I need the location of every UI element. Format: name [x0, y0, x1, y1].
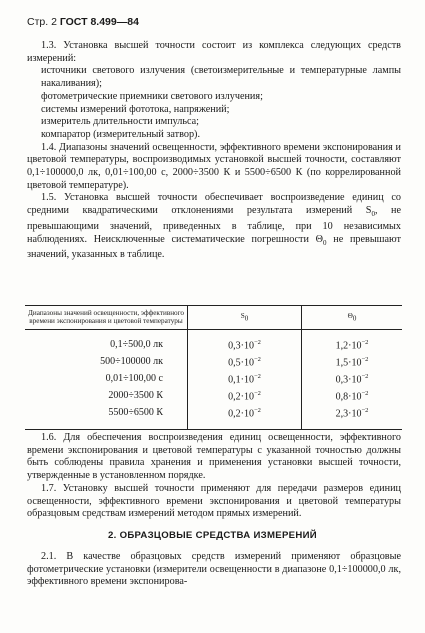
paragraph-1-3-intro: 1.3. Установка высшей точности состоит из комплекса следующих средств измерений: — [27, 40, 401, 64]
page-header — [27, 16, 139, 28]
section-1-3 — [27, 40, 401, 262]
list-item: компаратор (измерительный затвор). — [41, 128, 200, 140]
list-item: источники светового излучения (светоизмерительные и температурные лампы накаливания); — [41, 65, 401, 90]
list-item: измеритель длительности импульса; — [41, 116, 200, 128]
paragraph-1-5: 1.5. Установка высшей точности обеспечивает воспроизведение единиц со средними квадратическими отклонениями результата измерений $S_0$, не превышающими значений, приведенных в таблице, при 10 независимых наблюдениях. Неисключенные систематические погрешности $\Theta_0$ не превышают значений, указанных в таблице. — [27, 192, 402, 261]
accuracy-table — [25, 305, 402, 430]
column-header-s0: $S_0$ — [188, 306, 302, 330]
section-heading: 2. ОБРАЗЦОВЫЕ СРЕДСТВА ИЗМЕРЕНИЙ — [108, 530, 317, 541]
column-header-theta0: $\Theta_0$ — [302, 306, 403, 330]
list-item: системы измерений фототока, напряжений; — [41, 103, 230, 115]
table-row: 0,01÷100,00 с $0,1\cdot 10^{-2}$ $0,3\cdot 10^{-2}$ — [25, 370, 402, 387]
table-header-row — [25, 306, 402, 330]
section-2-1 — [27, 551, 401, 589]
paragraph-1-4: 1.4. Диапазоны значений освещенности, эффективного времени экспонирования и цветовой температуры, воспроизводимых установкой высшей точности, составляют 0,1÷100000,0 лк, 0,01÷100,00 с, 2000÷3500 К и 5500÷6500 К (по коррелированной цветовой температуре). — [27, 141, 401, 191]
paragraph-1-7: 1.7. Установку высшей точности применяют для передачи размеров единиц освещенности, эффективного времени экспонирования и цветовой температуры образцовым средствам измерений методом прямых измерений. — [27, 482, 401, 520]
paragraph-1-6: 1.6. Для обеспечения воспроизведения единиц освещенности, эффективного времени экспонирования и цветовой температуры с указанной точностью должны быть соблюдены правила хранения и применения установки высшей точности, утвержденные в установленном порядке. — [27, 432, 401, 482]
table-row: 500÷100000 лк $0,5\cdot 10^{-2}$ $1,5\cdot 10^{-2}$ — [25, 353, 402, 370]
equipment-list — [27, 65, 401, 141]
table-row: 2000÷3500 К $0,2\cdot 10^{-2}$ $0,8\cdot 10^{-2}$ — [25, 387, 402, 404]
page-number: Стр. 2 — [27, 16, 57, 28]
paragraph-2-1: 2.1. В качестве образцовых средств измерений применяют образцовые фотометрические установки (измерители освещенности в диапазоне 0,1÷100000,0 лк, эффективного времени экспонирова- — [27, 551, 401, 588]
standard-number: ГОСТ 8.499—84 — [59, 16, 139, 28]
section-1-6-1-7 — [27, 432, 401, 521]
table-row: 5500÷6500 К $0,2\cdot 10^{-2}$ $2,3\cdot 10^{-2}$ — [25, 404, 402, 430]
table-row: 0,1÷500,0 лк $0,3\cdot 10^{-2}$ $1,2\cdot 10^{-2}$ — [25, 330, 402, 354]
list-item: фотометрические приемники светового излучения; — [41, 90, 263, 102]
column-header-range: Диапазоны значений освещенности, эффективного времени экспонирования и цветовой температуры — [25, 306, 188, 330]
